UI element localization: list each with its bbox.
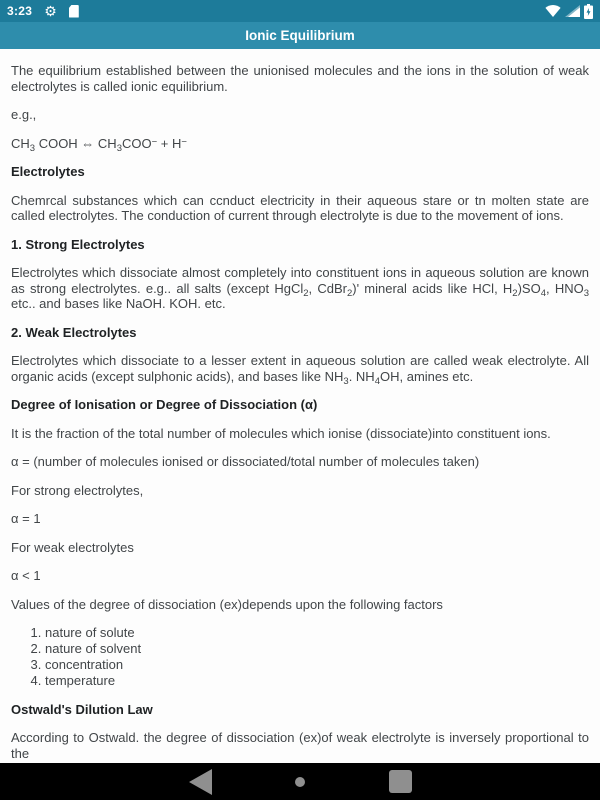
paragraph-weak-electrolytes: Electrolytes which dissociate to a lesser extent in aqueous solution are called weak electrolyte. All organic acids (except sulphonic acids), and bases like $NH_3$. $NH_4OH$, amines etc. (11, 353, 589, 387)
paragraph-degree-definition: It is the fraction of the total number of molecules which ionise (dissociate)into constituent ions. (11, 425, 551, 441)
heading-degree-of-ionisation: Degree of Ionisation or Degree of Dissociation (α) (11, 397, 318, 412)
alpha-definition: α = (number of molecules ionised or dissociated/total number of molecules taken) (11, 454, 480, 469)
heading-electrolytes: Electrolytes (11, 164, 85, 179)
battery-charging-icon (584, 4, 593, 19)
cell-signal-icon (565, 5, 580, 17)
alpha-less-than-one: α < 1 (11, 568, 41, 583)
list-item: 1. nature of solute (45, 625, 589, 641)
paragraph-strong-electrolytes: Electrolytes which dissociate almost completely into constituent ions in aqueous solution are known as strong electrolytes. e.g.. all salts (except HgCl$_2$, CdBr$_2$)' mineral acids like HCl, $H_2)SO_4$, $HNO_3$ etc.. and bases like NaOH. KOH. etc. (11, 265, 590, 311)
app-bar (0, 22, 600, 49)
formula-acetic-acid: $CH_3$ COOH ⇔ $CH_3COO^- + H^-$ (11, 135, 187, 154)
home-icon (295, 777, 305, 787)
paragraph-dissociation-factors: Values of the degree of dissociation (ex)depends upon the following factors (11, 596, 443, 612)
status-bar (0, 0, 600, 22)
list-item: 2. nature of solvent (45, 641, 589, 657)
home-button[interactable] (250, 763, 350, 800)
list-item: 4. temperature (45, 673, 589, 689)
sd-card-icon (69, 5, 79, 18)
paragraph-ostwald: According to Ostwald. the degree of dissociation (ex)of weak electrolyte is inversely proportional to the (11, 730, 589, 761)
alpha-equals-one: α = 1 (11, 511, 41, 526)
wifi-icon (545, 5, 561, 17)
list-item: 3. concentration (45, 657, 589, 673)
eg-label: e.g., (11, 107, 37, 122)
for-weak-electrolytes-label: For weak electrolytes (11, 539, 134, 555)
gear-icon: ⚙ (44, 3, 57, 19)
status-time: 3:23 (7, 4, 33, 18)
recents-button[interactable] (350, 763, 450, 800)
for-strong-electrolytes-label: For strong electrolytes, (11, 482, 144, 498)
paragraph-electrolytes: Chemrcal substances which can ccnduct electricity in their aqueous stare or tn molten state are called electrolytes. The conduction of current through electrolyte is due to the movement of ions. (11, 192, 589, 223)
page-title: Ionic Equilibrium (245, 28, 355, 43)
content-scroll-area[interactable] (0, 49, 600, 763)
heading-strong-electrolytes: 1. Strong Electrolytes (11, 236, 145, 252)
status-bar-right-icons (545, 4, 593, 19)
navigation-bar (0, 763, 600, 800)
heading-ostwald-dilution-law: Ostwald's Dilution Law (11, 701, 153, 717)
back-button[interactable] (150, 763, 250, 800)
factors-list (11, 625, 589, 689)
heading-weak-electrolytes: 2. Weak Electrolytes (11, 324, 137, 340)
back-icon (189, 769, 212, 795)
paragraph-intro: The equilibrium established between the unionised molecules and the ions in the solution of weak electrolytes is called ionic equilibrium. (11, 63, 589, 94)
recents-icon (389, 770, 412, 793)
